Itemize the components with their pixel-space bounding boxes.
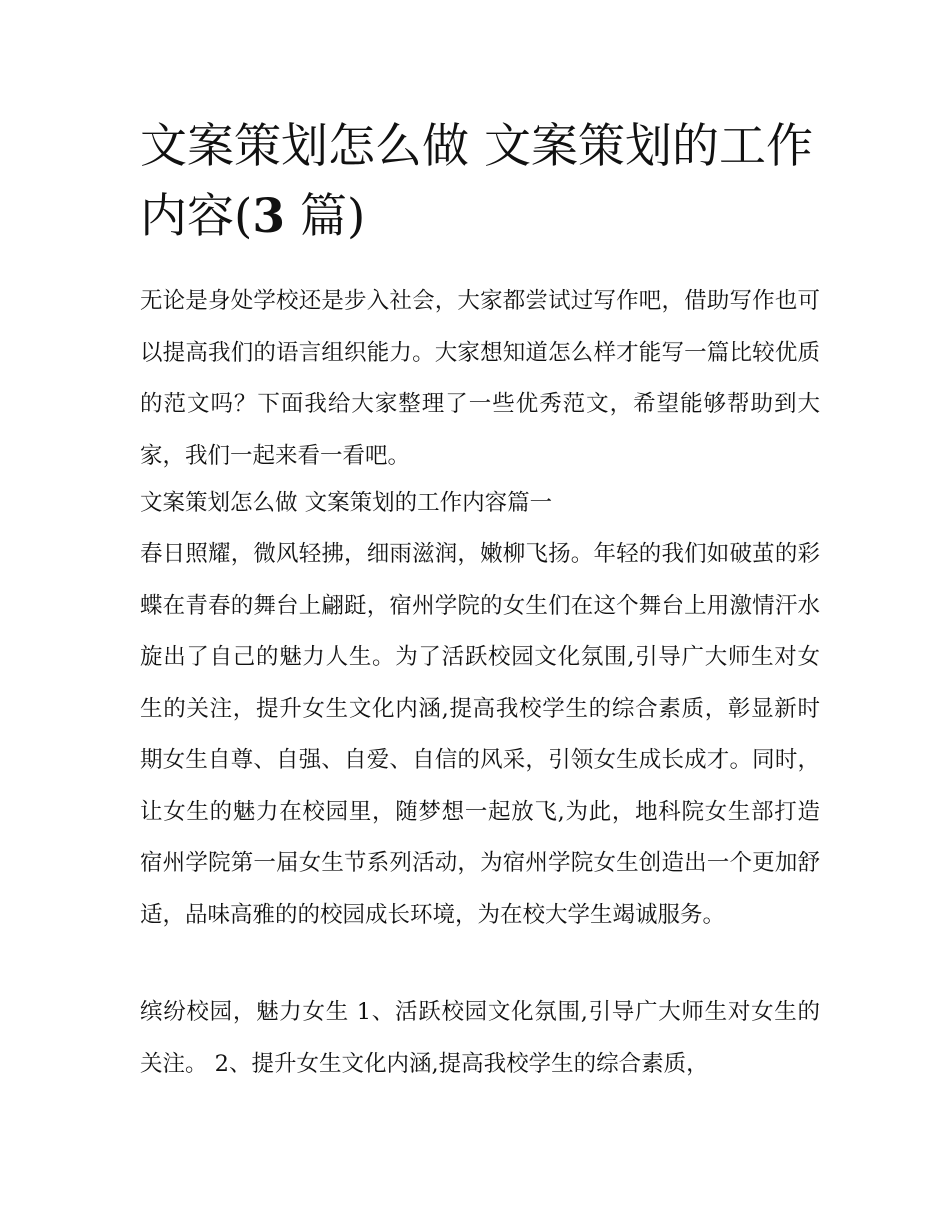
intro-paragraph: 无论是身处学校还是步入社会，大家都尝试过写作吧，借助写作也可以提高我们的语言组织能力。大家想知道怎么样才能写一篇比较优质的范文吗？下面我给大家整理了一些优秀范文，希望能够帮助到大家，我们一起来看一看吧。 [140,288,820,469]
body-paragraph-2: 缤纷校园，魅力女生 1、活跃校园文化氛围,引导广大师生对女生的关注。 2、提升女生文化内涵,提高我校学生的综合素质， [140,999,820,1077]
body-paragraph-1: 春日照耀，微风轻拂，细雨滋润，嫩柳飞扬。年轻的我们如破茧的彩蝶在青春的舞台上翩跹，宿州学院的女生们在这个舞台上用激情汗水旋出了自己的魅力人生。为了活跃校园文化氛围,引导广大师生对女生的关注，提升女生文化内涵,提高我校学生的综合素质，彰显新时期女生自尊、自强、自爱、自信的风采，引领女生成长成才。同时，让女生的魅力在校园里，随梦想一起放飞,为此，地科院女生部打造宿州学院第一届女生节系列活动，为宿州学院女生创造出一个更加舒适，品味高雅的的校园成长环境，为在校大学生竭诚服务。 [140,541,820,928]
title-suffix: 篇) [285,189,366,244]
title-count: 3 [252,189,286,244]
document-title [140,112,820,252]
section-heading: 文案策划怎么做 文案策划的工作内容篇一 [140,490,553,516]
title-text: 文案策划怎么做 文案策划的工作内容( [140,119,813,244]
